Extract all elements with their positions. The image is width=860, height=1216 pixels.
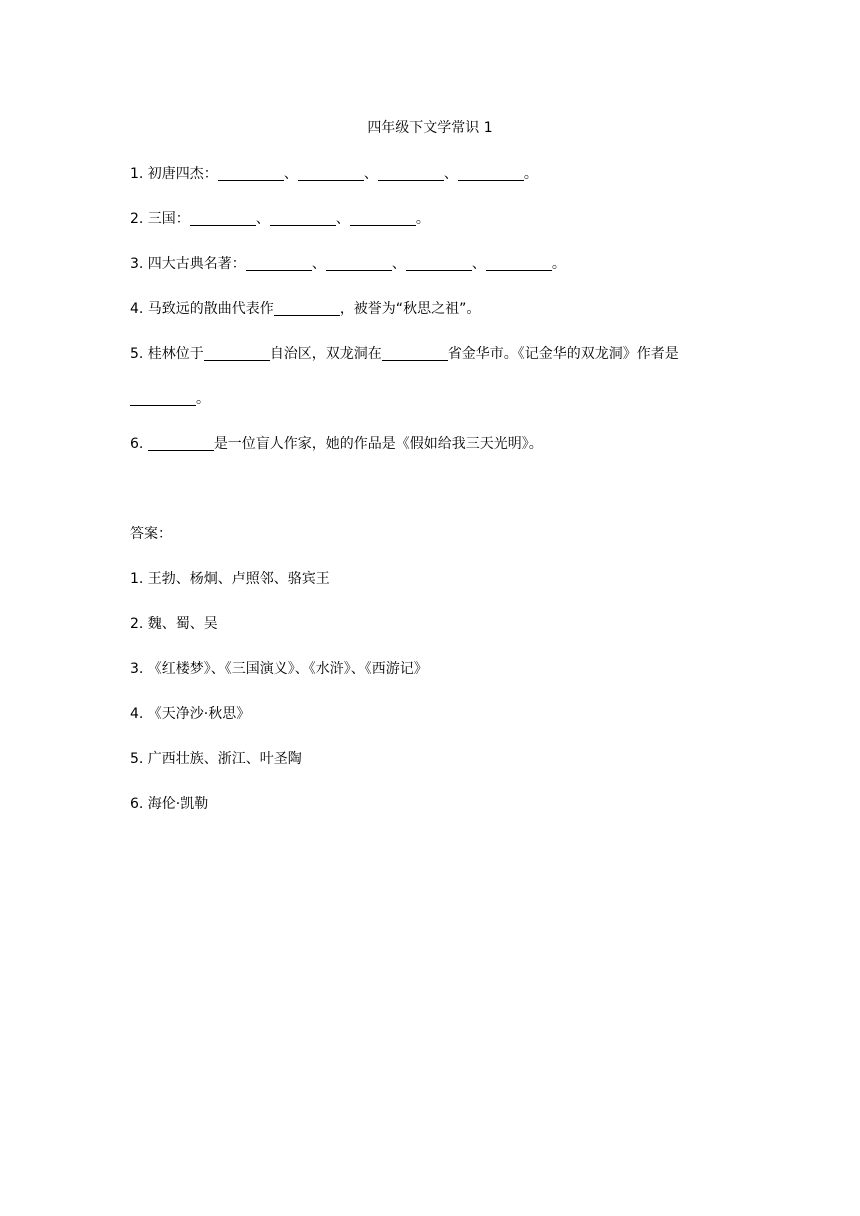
answer-item: 1. 王勃、杨炯、卢照邻、骆宾王	[130, 571, 330, 587]
blank-line	[378, 179, 444, 181]
answer-item: 6. 海伦·凯勒	[130, 796, 209, 812]
question-6-prefix: 6.	[130, 436, 148, 452]
blank-line	[382, 359, 448, 361]
page-title: 四年级下文学常识 1	[367, 120, 493, 136]
question-1	[130, 164, 538, 184]
blank-line	[246, 269, 312, 271]
answer-item: 5. 广西壮族、浙江、叶圣陶	[130, 751, 302, 767]
answer-item: 2. 魏、蜀、吴	[130, 616, 218, 632]
separator: 、	[443, 166, 458, 182]
question-4-prefix: 4. 马致远的散曲代表作	[130, 301, 274, 317]
answer-item: 4. 《天净沙·秋思》	[130, 706, 251, 722]
separator: 、	[391, 256, 406, 272]
blank-line	[326, 269, 392, 271]
question-2-prefix: 2. 三国：	[130, 211, 190, 227]
blank-line	[350, 224, 416, 226]
separator: 、	[471, 256, 486, 272]
blank-line	[458, 179, 524, 181]
blank-line	[270, 224, 336, 226]
answer-item: 3. 《红楼梦》、《三国演义》、《水浒》、《西游记》	[130, 661, 428, 677]
blank-line	[148, 449, 214, 451]
separator: 、	[363, 166, 378, 182]
blank-line	[274, 314, 340, 316]
question-5-mid-2: 省金华市。《记金华的双龙洞》作者是	[447, 346, 679, 362]
blank-line	[486, 269, 552, 271]
question-2	[130, 209, 430, 229]
question-5-end: 。	[196, 391, 210, 407]
question-3-end: 。	[551, 256, 566, 272]
question-5-mid-1: 自治区，双龙洞在	[269, 346, 382, 362]
question-6-end: 是一位盲人作家，她的作品是《假如给我三天光明》。	[213, 436, 543, 452]
question-4	[130, 299, 480, 319]
blank-line	[298, 179, 364, 181]
separator: 、	[335, 211, 350, 227]
question-1-end: 。	[523, 166, 538, 182]
separator: 、	[283, 166, 298, 182]
question-5	[130, 344, 679, 364]
blank-line	[190, 224, 256, 226]
question-6	[130, 434, 543, 454]
blank-line	[204, 359, 270, 361]
question-4-end: ，被誉为“秋思之祖”。	[339, 301, 481, 317]
blank-line	[130, 404, 196, 406]
answers-heading: 答案：	[130, 526, 172, 542]
separator: 、	[255, 211, 270, 227]
blank-line	[406, 269, 472, 271]
question-5-prefix: 5. 桂林位于	[130, 346, 204, 362]
question-1-prefix: 1. 初唐四杰：	[130, 166, 218, 182]
question-3-prefix: 3. 四大古典名著：	[130, 256, 246, 272]
blank-line	[218, 179, 284, 181]
separator: 、	[311, 256, 326, 272]
question-3	[130, 254, 566, 274]
question-2-end: 。	[415, 211, 430, 227]
question-5-continuation	[130, 389, 210, 409]
